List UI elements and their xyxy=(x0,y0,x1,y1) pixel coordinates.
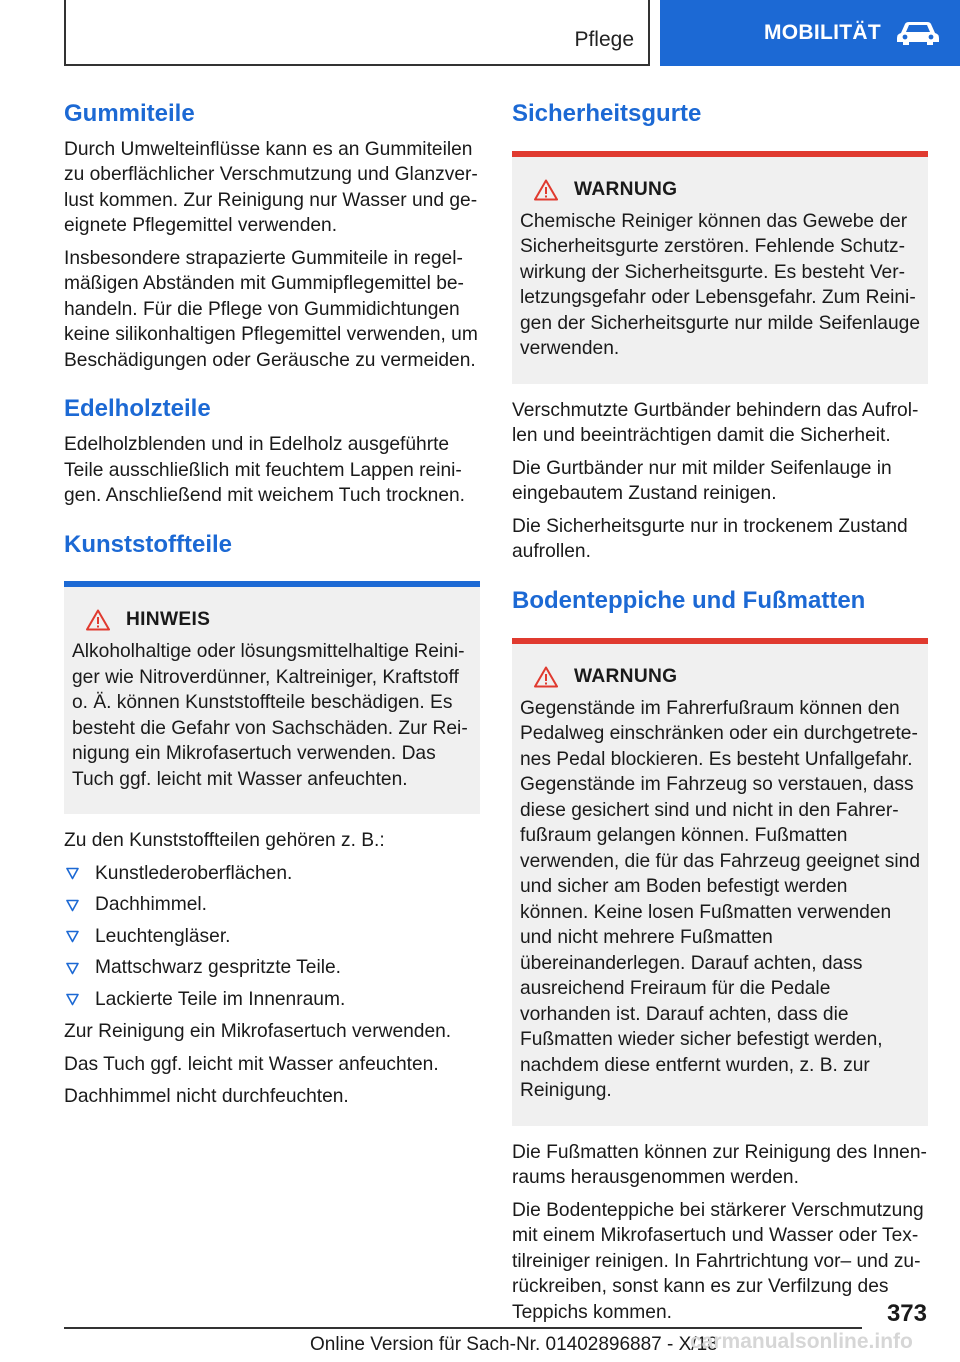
teppiche-paragraph-1: Die Fußmatten können zur Reinigung des Innenraums herausgenommen werden. xyxy=(512,1141,927,1189)
warning-box xyxy=(512,638,928,1126)
warning-triangle-icon xyxy=(534,666,558,688)
list-item xyxy=(64,924,480,950)
online-version-text: Online Version für Sach-Nr. 01402896887 - X/18 xyxy=(310,1334,718,1355)
warning-title: WARNUNG xyxy=(574,178,678,200)
list-item-text: Kunstlederoberflächen. xyxy=(95,862,293,884)
right-column xyxy=(512,100,928,1332)
triangle-bullet-icon xyxy=(66,930,79,943)
list-item-text: Dachhimmel. xyxy=(95,894,207,916)
edelholz-paragraph: Edelholzblenden und in Edelholz ausgeführte Teile ausschließlich mit feuchtem Lappen reinigen. Anschließend mit weichem Tuch trocknen. xyxy=(64,434,466,507)
watermark-text: carmanualsonline.info xyxy=(690,1330,913,1353)
warning-header xyxy=(520,179,920,201)
heading-sicherheitsgurte: Sicherheitsgurte xyxy=(512,100,702,127)
triangle-bullet-icon xyxy=(66,962,79,975)
gummiteile-paragraph-2: Insbesondere strapazierte Gummiteile in regelmäßigen Abständen mit Gummipflegemittel behandeln. Für die Pflege von Gummidichtungen keine silikonhaltigen Pflegemittel verwenden, um Beschädigungen oder Geräusche zu vermeiden. xyxy=(64,247,478,371)
page-number: 373 xyxy=(886,1300,927,1327)
warning-triangle-icon xyxy=(534,179,558,201)
warning-text: Chemische Reiniger können das Gewebe der Sicherheitsgurte zerstören. Fehlende Schutzwirkung der Sicherheitsgurte. Es besteht Verletzungsgefahr oder Lebensgefahr. Zum Reinigen der Sicherheitsgurte nur milde Seifenlauge verwenden. xyxy=(520,210,920,360)
list-item xyxy=(64,987,480,1013)
list-item xyxy=(64,955,480,981)
warning-triangle-icon xyxy=(86,609,110,631)
section-bodenteppiche xyxy=(512,587,928,1325)
header-frame xyxy=(64,0,650,66)
notice-header xyxy=(72,609,472,631)
kunststoff-paragraph-2: Das Tuch ggf. leicht mit Wasser anfeuchten. xyxy=(64,1053,439,1075)
list-item-text: Leuchtengläser. xyxy=(95,925,231,947)
chapter-tab xyxy=(660,0,960,66)
car-icon xyxy=(895,20,941,46)
triangle-bullet-icon xyxy=(66,899,79,912)
section-title: Pflege xyxy=(574,28,634,51)
left-column xyxy=(64,100,480,1117)
section-gummiteile xyxy=(64,100,480,373)
section-sicherheitsgurte xyxy=(512,100,928,565)
section-kunststoffteile xyxy=(64,531,480,1110)
notice-box xyxy=(64,581,480,814)
teppiche-paragraph-2: Die Bodenteppiche bei stärkerer Verschmutzung mit einem Mikrofasertuch und Wasser oder Textilreiniger reinigen. In Fahrtrichtung vor– und zurückreiben, sonst kann es zur Verfilzung des Teppichs kommen. xyxy=(512,1199,924,1323)
list-item-text: Mattschwarz gespritzte Teile. xyxy=(95,957,341,979)
list-item xyxy=(64,892,480,918)
warning-text: Gegenstände im Fahrerfußraum können den Pedalweg einschränken oder ein durchgetretenes Pedal blockieren. Es besteht Unfallgefahr. Gegenstände im Fahrzeug so verstauen, dass diese gesichert sind und nicht in den Fahrerfußraum gelangen können. Fußmatten verwenden, die für das Fahrzeug geeignet sind und sicher am Boden befestigt werden können. Keine losen Fußmatten verwenden und nicht mehrere Fußmatten übereinanderlegen. Darauf achten, dass ausreichend Freiraum für die Pedale vorhanden ist. Darauf achten, dass die Fußmatten wieder sicher befestigt werden, nachdem diese entfernt wurden, z. B. zur Reinigung. xyxy=(520,697,920,1102)
heading-bodenteppiche: Bodenteppiche und Fußmatten xyxy=(512,586,866,614)
triangle-bullet-icon xyxy=(66,867,79,880)
footer-divider xyxy=(64,1327,862,1329)
warning-box xyxy=(512,151,928,384)
gurte-paragraph-2: Die Gurtbänder nur mit milder Seifenlauge in eingebautem Zustand reinigen. xyxy=(512,457,892,505)
notice-text: Alkoholhaltige oder lösungsmittelhaltige Reiniger wie Nitroverdünner, Kaltreiniger, Kraftstoff o. Ä. können Kunststoffteile beschädigen. Es besteht die Gefahr von Sachschäden. Zur Reinigung ein Mikrofasertuch verwenden. Das Tuch ggf. leicht mit Wasser anfeuchten. xyxy=(72,641,468,790)
warning-title: WARNUNG xyxy=(574,665,678,687)
heading-gummiteile: Gummiteile xyxy=(64,100,195,127)
gurte-paragraph-1: Verschmutzte Gurtbänder behindern das Aufrollen und beeinträchtigen damit die Sicherheit. xyxy=(512,399,919,447)
kunststoff-list xyxy=(64,861,480,1013)
gurte-paragraph-3: Die Sicherheitsgurte nur in trockenem Zustand aufrollen. xyxy=(512,515,908,563)
heading-kunststoffteile: Kunststoffteile xyxy=(64,530,232,558)
triangle-bullet-icon xyxy=(66,993,79,1006)
list-item-text: Lackierte Teile im Innenraum. xyxy=(95,988,346,1010)
kunststoff-paragraph-3: Dachhimmel nicht durchfeuchten. xyxy=(64,1086,349,1108)
warning-header xyxy=(520,666,920,688)
kunststoff-paragraph-1: Zur Reinigung ein Mikrofasertuch verwenden. xyxy=(64,1021,452,1043)
kunststoff-intro: Zu den Kunststoffteilen gehören z. B.: xyxy=(64,830,385,852)
heading-edelholzteile: Edelholzteile xyxy=(64,395,211,423)
section-edelholzteile xyxy=(64,395,480,508)
gummiteile-paragraph-1: Durch Umwelteinflüsse kann es an Gummiteilen zu oberflächlicher Verschmutzung und Glanzverlust kommen. Zur Reinigung nur Wasser und geeignete Pflegemittel verwenden. xyxy=(64,138,478,237)
chapter-label: MOBILITÄT xyxy=(764,21,882,44)
notice-title: HINWEIS xyxy=(126,609,211,631)
list-item xyxy=(64,861,480,887)
